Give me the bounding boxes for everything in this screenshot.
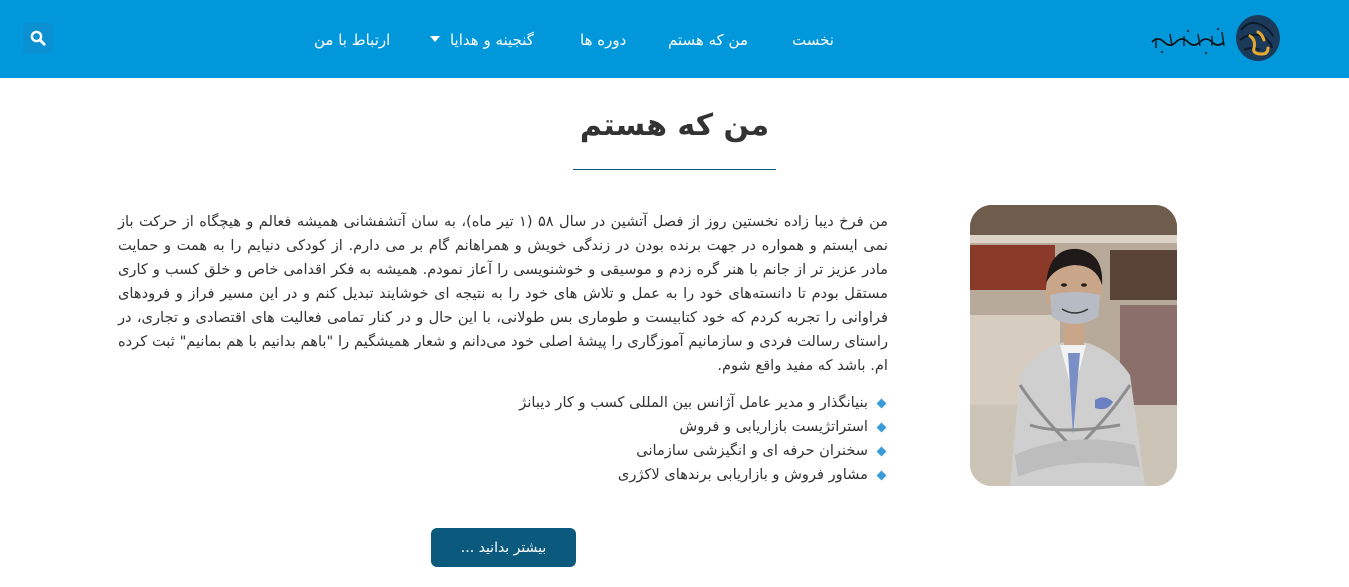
nav-item-courses[interactable]: دوره ها	[580, 31, 627, 49]
nav-item-home[interactable]: نخست	[792, 31, 834, 49]
role-text: مشاور فروش و بازاریابی برندهای لاکژری	[617, 466, 868, 483]
role-text: استراتژیست بازاریابی و فروش	[679, 418, 868, 435]
nav-item-about-me[interactable]: من که هستم	[668, 31, 748, 49]
list-item	[480, 391, 888, 415]
list-item	[480, 415, 888, 439]
diamond-bullet-icon	[877, 470, 887, 480]
roles-list	[480, 391, 888, 487]
search-button[interactable]	[23, 23, 53, 53]
diamond-bullet-icon	[877, 422, 887, 432]
nav-item-label: گنجینه و هدایا	[450, 31, 534, 49]
calligraphy-logo-icon	[1148, 12, 1282, 64]
diamond-bullet-icon	[877, 398, 887, 408]
role-text: بنیانگذار و مدیر عامل آژانس بین المللی کسب و کار دیبانژ	[519, 394, 868, 411]
page-title: من که هستم	[579, 108, 770, 143]
role-text: سخنران حرفه ای و انگیزشی سازمانی	[636, 442, 868, 459]
portrait-image	[970, 205, 1177, 486]
nav-item-contact[interactable]: ارتباط با من	[314, 31, 391, 49]
learn-more-button[interactable]: بیشتر بدانید ...	[431, 528, 576, 567]
title-divider	[573, 169, 776, 170]
search-icon	[30, 30, 46, 46]
site-logo[interactable]	[1148, 12, 1282, 64]
main-navigation	[300, 0, 850, 78]
bio-paragraph: من فرخ دیبا زاده نخستین روز از فصل آتشین در سال ۵۸ (۱ تیر ماه)، به سان آتشفشانی همیشه فعالم و هیچگاه از حرکت باز نمی ایستم و همواره در جهت برنده بودن در زندگی خویش و همراهانم گام بر می دارم. از کودکی دنیایم را به همت و حمایت مادر عزیز تر از جانم با هنر گره زدم و موسیقی و خوشنویسی را آعاز نمودم. همیشه به فکر اقدامی خاص و خلق کسب و کاری مستقل بودم تا دانسته‌های خود را به عمل و تلاش های خود را به نتیجه ای خوشایند تبدیل کنم و در این مسیر فراز و فرودهای فراوانی را تجربه کردم که خود کتابیست و طوماری بس طولانی، با این حال و در کنار تمامی فعالیت های اقتصادی و تجاری، در راستای رسالت فردی و سازمانیم آموزگاری را پیشهٔ اصلی خود می‌دانم و شعار همیشگیم را "باهم بدانیم با هم بمانیم" ثبت کرده ام. باشد که مفید واقع شوم.	[118, 213, 888, 374]
nav-item-treasure-gifts[interactable]	[430, 28, 534, 52]
person-portrait-icon	[970, 205, 1177, 486]
site-header	[0, 0, 1349, 78]
diamond-bullet-icon	[877, 446, 887, 456]
list-item	[480, 463, 888, 487]
list-item	[480, 439, 888, 463]
caret-down-icon	[430, 36, 440, 42]
